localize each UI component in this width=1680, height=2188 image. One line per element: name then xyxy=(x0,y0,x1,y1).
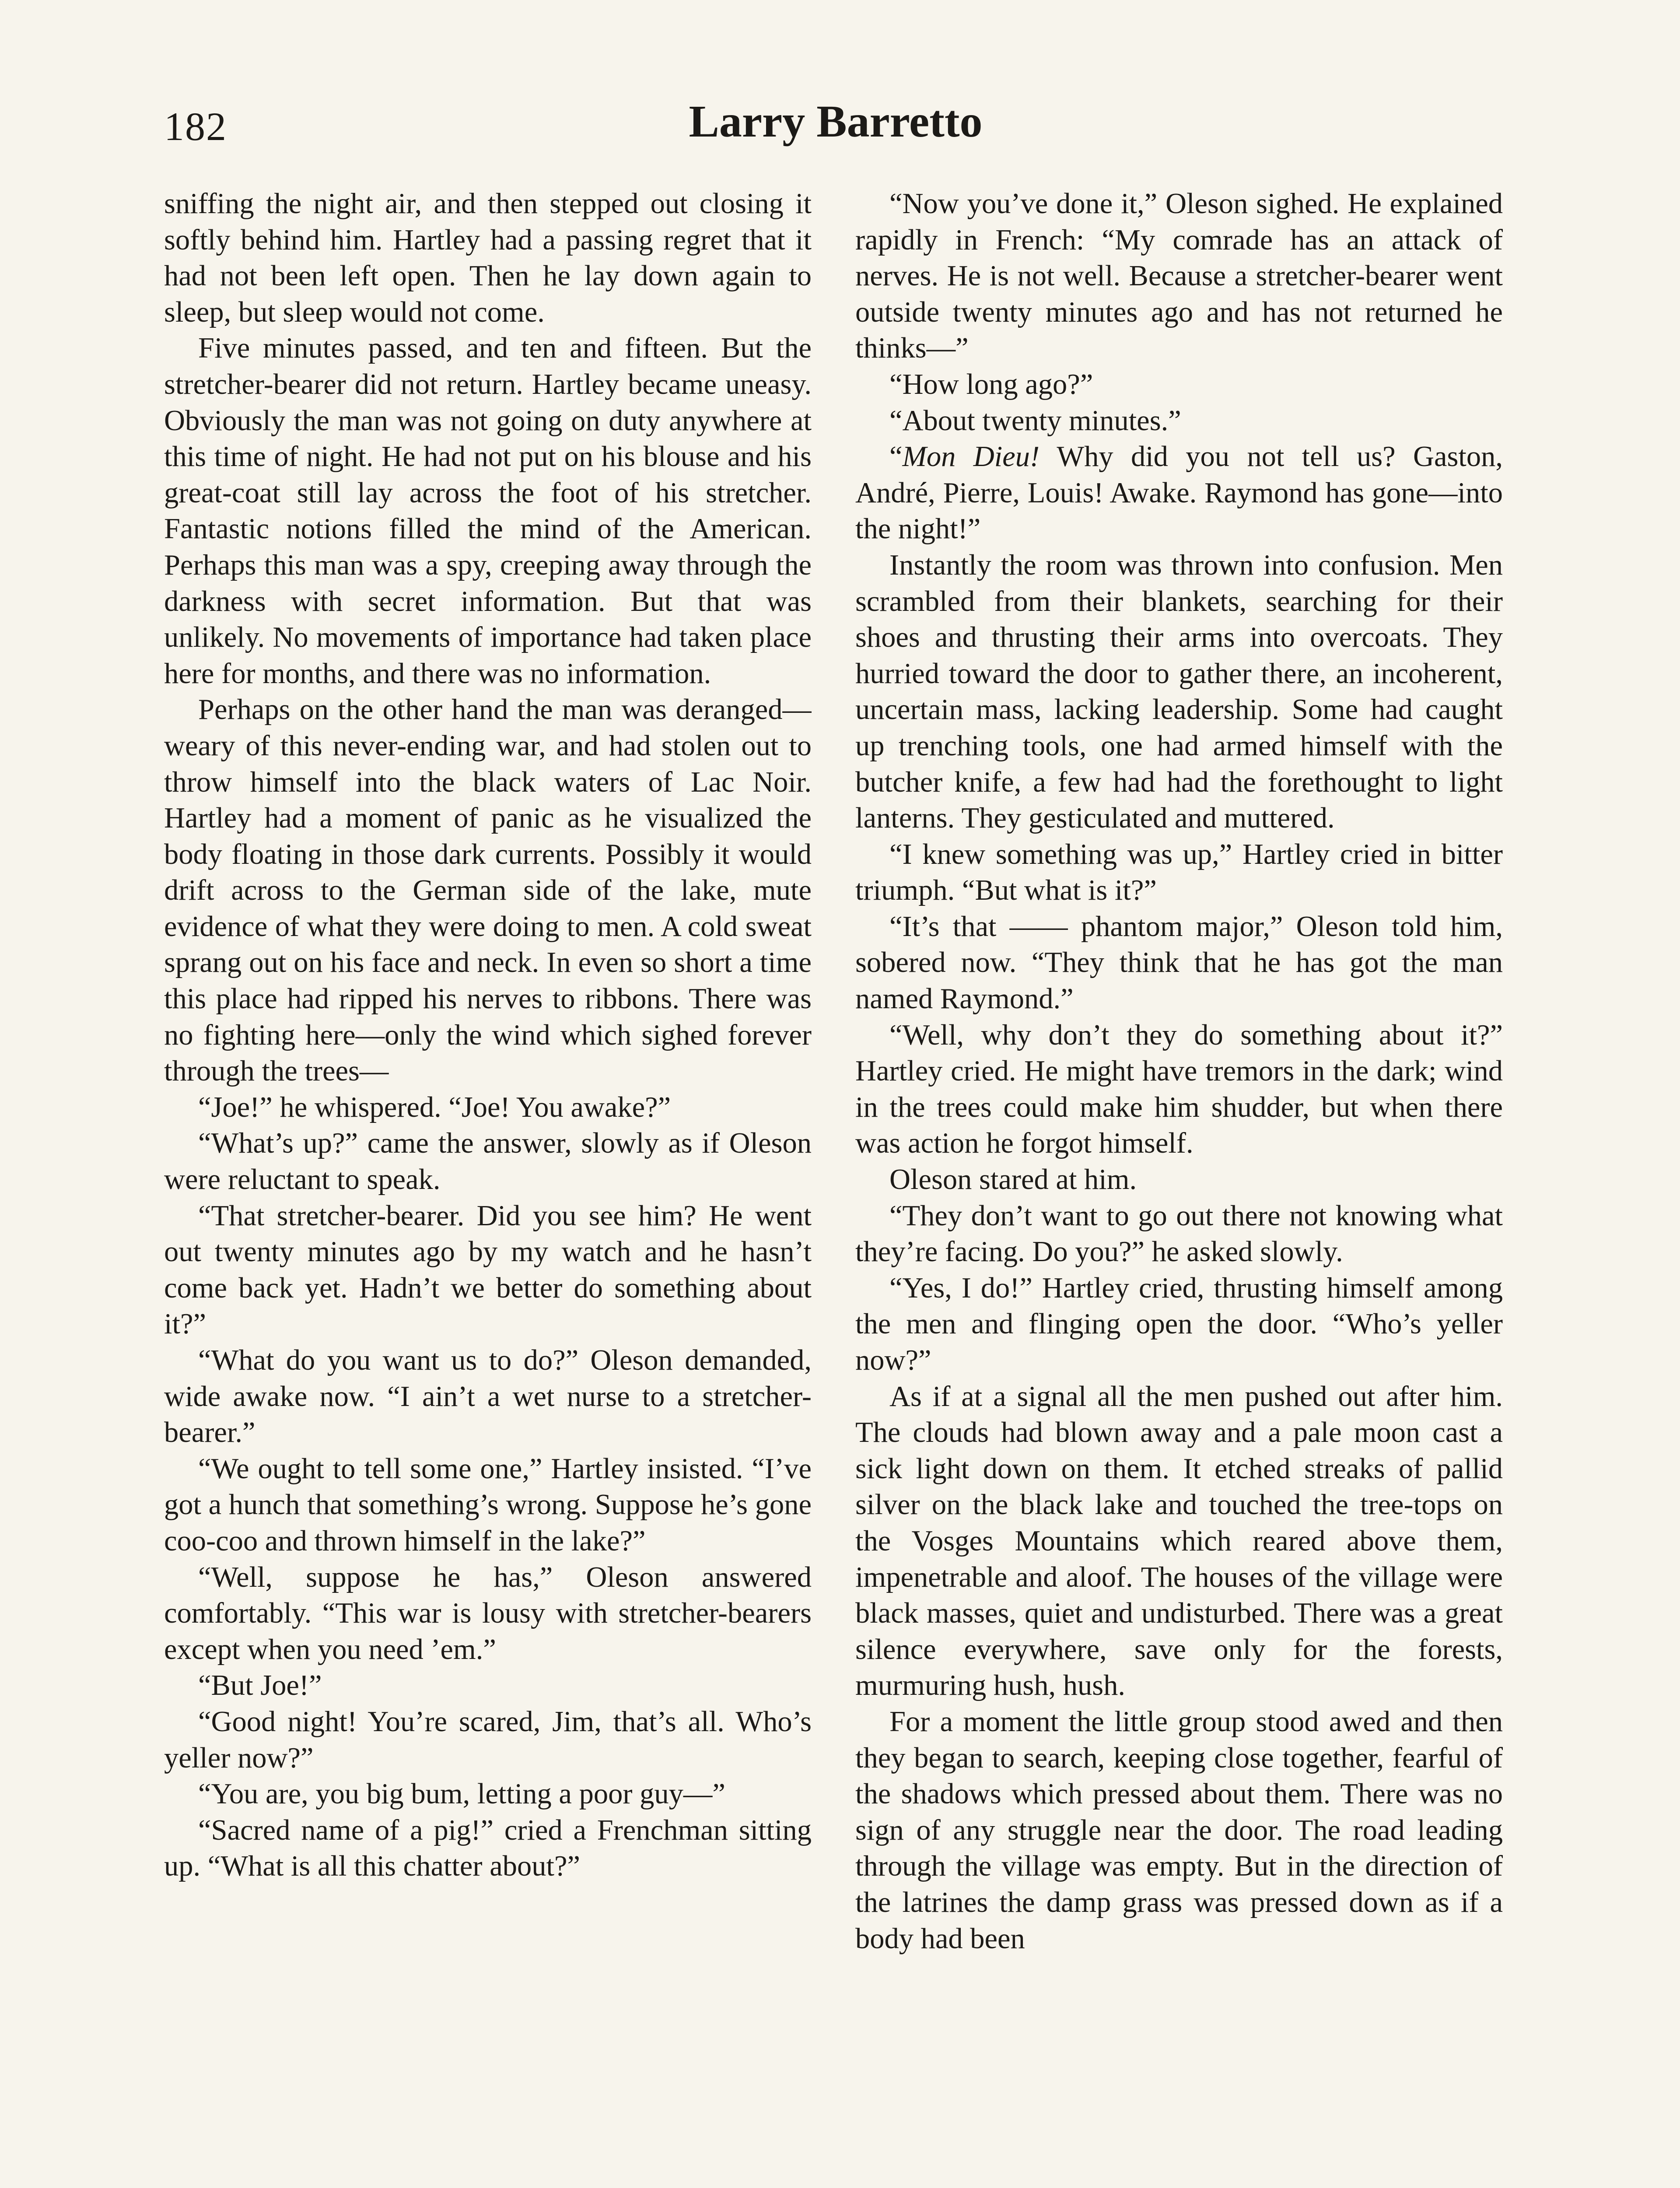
paragraph: “Sacred name of a pig!” cried a Frenchman sitting up. “What is all this chatter about?” xyxy=(164,1814,812,1883)
paragraph: Instantly the room was thrown into confusion. Men scrambled from their blankets, searching for their shoes and thrusting their arms into overcoats. They hurried toward the door to gather there, an incoherent, uncertain mass, lacking leadership. Some had caught up trenching tools, one had armed himself with the butcher knife, a few had had the forethought to light lanterns. They gesticulated and muttered. xyxy=(855,549,1503,835)
paragraph: “Joe!” he whispered. “Joe! You awake?” xyxy=(198,1091,671,1123)
paragraph: “That stretcher-bearer. Did you see him? He went out twenty minutes ago by my watch and he hasn’t come back yet. Hadn’t we better do something about it?” xyxy=(164,1199,812,1340)
paragraph: “About twenty minutes.” xyxy=(889,404,1181,437)
page-number: 182 xyxy=(164,104,227,149)
paragraph: “Well, suppose he has,” Oleson answered comfortably. “This war is lousy with stretcher-bearers except when you need ’em.” xyxy=(164,1561,812,1666)
paragraph: “But Joe!” xyxy=(198,1669,322,1702)
paragraph-text: Why did you not tell us? Gaston, André, Pierre, Louis! Awake. Raymond has gone—into the night!” xyxy=(855,441,1503,545)
paragraph: “Now you’ve done it,” Oleson sighed. He explained rapidly in French: “My comrade has an attack of nerves. He is not well. Because a stretcher-bearer went outside twenty minutes ago and has not returned he thinks—” xyxy=(855,188,1503,365)
paragraph: “It’s that —— phantom major,” Oleson told him, sobered now. “They think that he has got the man named Raymond.” xyxy=(855,910,1503,1015)
paragraph: For a moment the little group stood awed and then they began to search, keeping close together, fearful of the shadows which pressed about them. There was no sign of any struggle near the door. The road leading through the village was empty. But in the direction of the latrines the damp grass was pressed down as if a body had been xyxy=(855,1705,1503,1955)
paragraph: Oleson stared at him. xyxy=(889,1164,1137,1196)
paragraph: “They don’t want to go out there not knowing what they’re facing. Do you?” he asked slowly. xyxy=(855,1199,1503,1268)
paragraph: As if at a signal all the men pushed out after him. The clouds had blown away and a pale moon cast a sick light down on them. It etched streaks of pallid silver on the black lake and touched the tree-tops on the Vosges Mountains which reared above them, impenetrable and aloof. The houses of the village were black masses, quiet and undisturbed. There was a great silence everywhere, save only for the forests, murmuring hush, hush. xyxy=(855,1380,1503,1702)
paragraph: “We ought to tell some one,” Hartley insisted. “I’ve got a hunch that something’s wrong. Suppose he’s gone coo-coo and thrown himself in the lake?” xyxy=(164,1452,812,1557)
paragraph: “How long ago?” xyxy=(889,368,1093,400)
paragraph: “Well, why don’t they do something about it?” Hartley cried. He might have tremors in the dark; wind in the trees could make him shudder, but when there was action he forgot himself. xyxy=(855,1019,1503,1160)
running-title: Larry Barretto xyxy=(689,96,983,147)
paragraph: Five minutes passed, and ten and fifteen. But the stretcher-bearer did not return. Hartley became uneasy. Obviously the man was not going on duty anywhere at this time of night. He had not put on his blouse and his great-coat still lay across the foot of his stretcher. Fantastic notions filled the mind of the American. Perhaps this man was a spy, creeping away through the darkness with secret information. But that was unlikely. No movements of importance had taken place here for months, and there was no information. xyxy=(164,332,812,690)
paragraph: “You are, you big bum, letting a poor guy—” xyxy=(198,1778,725,1810)
italic-phrase: Mon Dieu! xyxy=(902,441,1040,473)
paragraph: Perhaps on the other hand the man was deranged—weary of this never-ending war, and had stolen out to throw himself into the black waters of Lac Noir. Hartley had a moment of panic as he visualized the body floating in those dark currents. Possibly it would drift across to the German side of the lake, mute evidence of what they were doing to men. A cold sweat sprang out on his face and neck. In even so short a time this place had ripped his nerves to ribbons. There was no fighting here—only the wind which sighed forever through the trees— xyxy=(164,694,812,1087)
paragraph xyxy=(855,439,1503,547)
paragraph: “Good night! You’re scared, Jim, that’s all. Who’s yeller now?” xyxy=(164,1705,812,1774)
left-column xyxy=(164,186,812,2188)
right-column xyxy=(855,186,1503,2188)
page-header xyxy=(164,95,1507,161)
quote-open: “ xyxy=(889,441,903,473)
paragraph: “What’s up?” came the answer, slowly as if Oleson were reluctant to speak. xyxy=(164,1127,812,1196)
paragraph: “Yes, I do!” Hartley cried, thrusting himself among the men and flinging open the door. “Who’s yeller now?” xyxy=(855,1272,1503,1376)
paragraph: “What do you want us to do?” Oleson demanded, wide awake now. “I ain’t a wet nurse to a stretcher-bearer.” xyxy=(164,1344,812,1449)
paragraph: “I knew something was up,” Hartley cried in bitter triumph. “But what is it?” xyxy=(855,838,1503,907)
paragraph: sniffing the night air, and then stepped out closing it softly behind him. Hartley had a passing regret that it had not been left open. Then he lay down again to sleep, but sleep would not come. xyxy=(164,188,812,328)
